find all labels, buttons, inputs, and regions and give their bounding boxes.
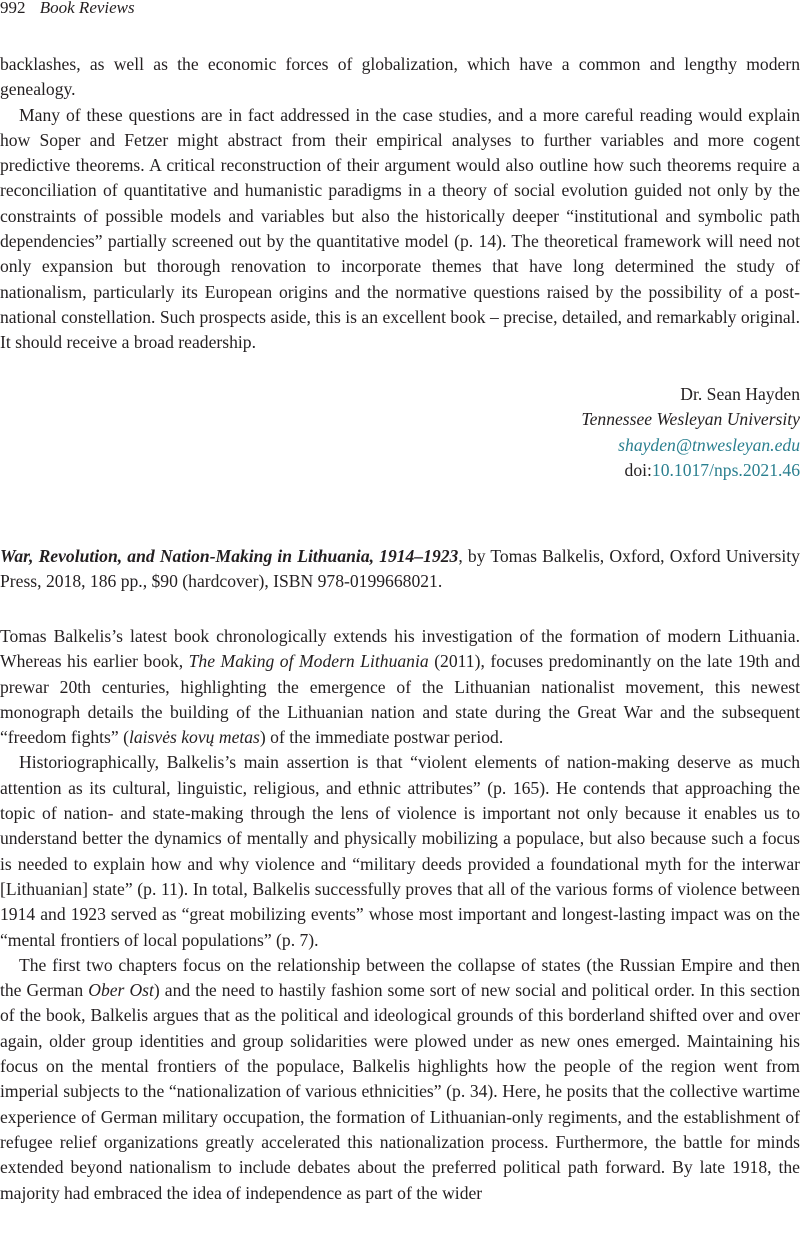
- doi-line: [300, 458, 800, 483]
- doi-prefix: doi:: [624, 459, 652, 480]
- book-details: , by Tomas Balkelis, Oxford, Oxford University Press, 2018, 186 pp., $90 (hardcover), ISBN 978-0199668021.: [0, 546, 800, 592]
- reviewer-email-link[interactable]: shayden@tnwesleyan.edu: [618, 434, 800, 455]
- cited-book-title: The Making of Modern Lithuania: [188, 651, 429, 672]
- reviewer-signature: [300, 382, 800, 483]
- review-2-paragraph-3: [0, 953, 800, 1206]
- paragraph-text: ) of the immediate postwar period.: [259, 727, 504, 748]
- paragraph-text: Tomas Balkelis’s latest book chronologically extends his investigation of the formation of modern Lithuania. Whereas his earlier book,: [0, 626, 800, 672]
- review-2-paragraph-1: [0, 624, 800, 750]
- book-title: War, Revolution, and Nation-Making in Lithuania, 1914–1923: [0, 546, 459, 566]
- section-title: Book Reviews: [39, 0, 135, 17]
- review-2-heading: [0, 544, 800, 595]
- page-number: 992: [0, 0, 26, 17]
- reviewer-affiliation: Tennessee Wesleyan University: [581, 409, 800, 430]
- review-1-paragraph-2: Many of these questions are in fact addressed in the case studies, and a more careful reading would explain how Soper and Fetzer might abstract from their empirical analyses to further variables and more cogent predictive theorems. A critical reconstruction of their argument would also outline how such theorems require a reconciliation of quantitative and humanistic paradigms in a theory of social evolution guided not only by the constraints of possible models and variables but also the historically deeper “institutional and symbolic path dependencies” partially screened out by the quantitative model (p. 14). The theoretical framework will need not only expansion but thorough renovation to incorporate themes that have long determined the study of nationalism, particularly its European origins and the normative questions raised by the possibility of a post-national constellation. Such prospects aside, this is an excellent book – precise, detailed, and remarkably original. It should receive a broad readership.: [0, 104, 800, 353]
- review-1-text: [0, 52, 800, 356]
- paragraph-text: ) and the need to hastily fashion some sort of new social and political order. In this section of the book, Balkelis argues that as the political and ideological grounds of this borderland shifted over and over again, older group identities and group solidarities were plowed under as new ones emerged. Maintaining his focus on the mental frontiers of the populace, Balkelis highlights how the people of the region went from imperial subjects to the “nationalization of various ethnicities” (p. 34). Here, he posits that the collective wartime experience of German military occupation, the formation of Lithuanian-only regiments, and the establishment of refugee relief organizations greatly accelerated this nationalization process. Furthermore, the battle for minds extended beyond nationalism to include debates about the preferred political path forward. By late 1918, the majority had embraced the idea of independence as part of the wider: [0, 980, 800, 1203]
- doi-link[interactable]: 10.1017/nps.2021.46: [651, 459, 800, 480]
- lithuanian-term: laisvės kovų metas: [128, 727, 260, 748]
- reviewer-name: Dr. Sean Hayden: [680, 384, 800, 404]
- running-head: [0, 0, 135, 18]
- german-term: Ober Ost: [88, 980, 154, 1001]
- review-2-text: [0, 624, 800, 1206]
- paragraph-text: The first two chapters focus on the relationship between the collapse of states (the Russian Empire and then the German: [0, 954, 800, 1001]
- review-1-paragraph-1: backlashes, as well as the economic forces of globalization, which have a common and lengthy modern genealogy.: [0, 54, 800, 100]
- review-2-paragraph-2: Historiographically, Balkelis’s main assertion is that “violent elements of nation-making deserve as much attention as its cultural, linguistic, religious, and ethnic attributes” (p. 165). He contends that approaching the topic of nation- and state-making through the lens of violence is important not only because it enables us to understand better the dynamics of mentally and physically mobilizing a populace, but also because such a focus is needed to explain how and why violence and “military deeds provided a foundational myth for the interwar [Lithuanian] state” (p. 11). In total, Balkelis successfully proves that all of the various forms of violence between 1914 and 1923 served as “great mobilizing events” whose most important and longest-lasting impact was on the “mental frontiers of local populations” (p. 7).: [0, 752, 800, 950]
- paragraph-text: (2011), focuses predominantly on the late 19th and prewar 20th centuries, highlighting the emergence of the Lithuanian nationalist movement, this newest monograph details the building of the Lithuanian nation and state during the Great War and the subsequent “freedom fights” (: [0, 651, 800, 748]
